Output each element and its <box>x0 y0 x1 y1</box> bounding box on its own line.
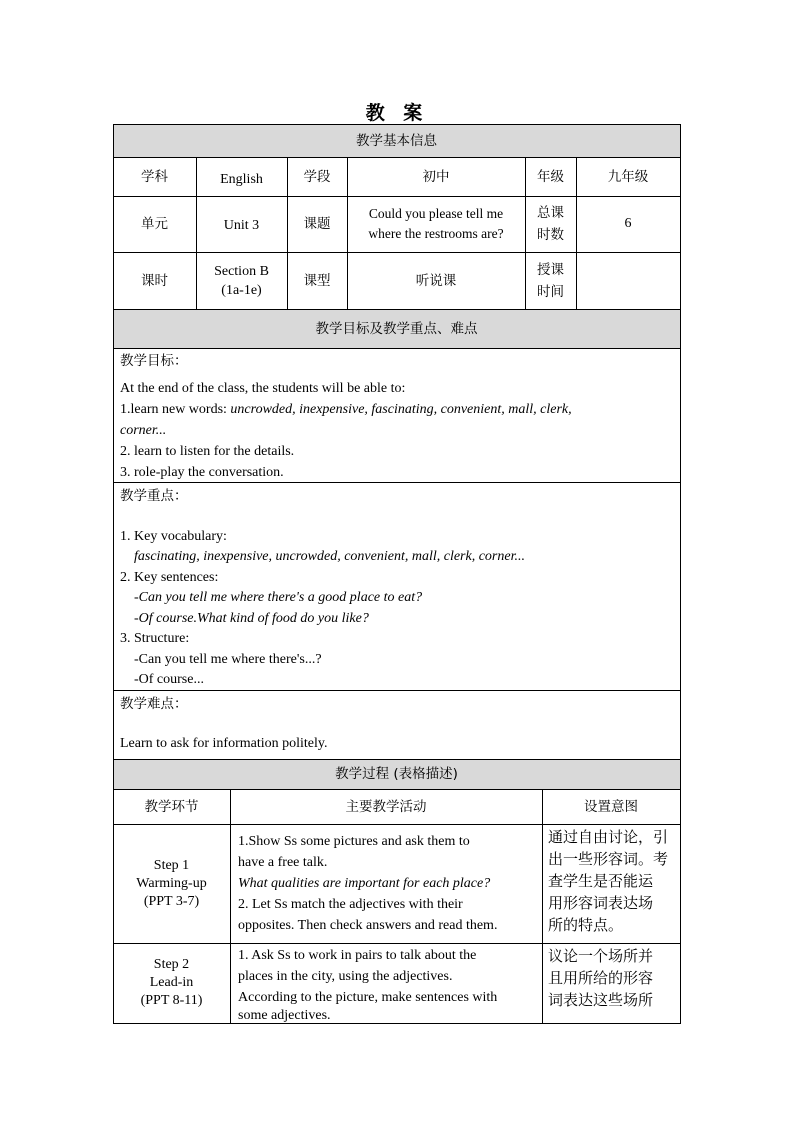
period-line-2: (1a-1e) <box>221 282 262 298</box>
key-points-line-8: -Of course... <box>134 672 204 687</box>
section-goals: 教学目标及教学重点、难点 <box>315 320 478 337</box>
difficulties-heading: 教学难点： <box>120 696 188 712</box>
stage-value: 初中 <box>422 168 450 185</box>
key-points-line-4: -Can you tell me where there's a good place to eat? <box>134 590 423 605</box>
step-1-ppt: (PPT 3-7) <box>143 893 200 909</box>
step-2-name: Step 2 <box>153 957 190 972</box>
objectives-line-1: At the end of the class, the students will be able to: <box>120 381 406 396</box>
objectives-line-3: corner... <box>120 423 167 438</box>
key-points-block <box>113 486 680 691</box>
difficulties-block <box>113 694 680 754</box>
step-1-intent: 通过自由讨论，引 出一些形容词。考 查学生是否能运 用形容词表达场 所的特点。 <box>548 828 669 934</box>
type-value: 听说课 <box>415 272 457 289</box>
period-line-1: Section B <box>214 263 269 279</box>
section-process: 教学过程 (表格描述) <box>335 766 458 782</box>
step-1-activity: 1.Show Ss some pictures and ask them to have a free talk. What qualities are important for each place? 2. Let Ss match the adjectives with their opposites. Then check answers and read them. <box>238 834 498 933</box>
topic-line-2: where the restrooms are? <box>368 226 504 241</box>
objectives-line-4: 2. learn to listen for the details. <box>120 444 295 459</box>
difficulties-line-1: Learn to ask for information politely. <box>120 736 328 751</box>
subject-value: English <box>220 171 263 187</box>
unit-label: 单元 <box>141 216 168 232</box>
key-points-line-3: 2. Key sentences: <box>120 569 219 585</box>
topic-label: 课题 <box>303 216 331 232</box>
key-points-line-5: -Of course.What kind of food do you like? <box>134 610 369 626</box>
teach-time-value <box>576 252 680 309</box>
period-label: 课时 <box>141 272 168 289</box>
key-points-line-2: fascinating, inexpensive, uncrowded, convenient, mall, clerk, corner... <box>134 549 525 564</box>
topic-value <box>347 196 525 252</box>
step-2-stage <box>113 943 230 1023</box>
key-points-line-7: -Can you tell me where there's...? <box>134 651 322 667</box>
process-header-activity: 主要教学活动 <box>345 798 427 815</box>
step-2-intent: 议论一个场所并 且用所给的形容 词表达这些场所 <box>548 947 654 1009</box>
topic-line-1: Could you please tell me <box>368 206 504 221</box>
total-value: 6 <box>624 216 632 231</box>
teach-time-label: 授课 时间 <box>537 261 564 300</box>
step-2-activity: 1. Ask Ss to work in pairs to talk about the places in the city, using the adjectives. According to the picture, make sentences with some adjectives. <box>238 948 498 1023</box>
period-value <box>196 252 287 309</box>
key-points-heading: 教学重点： <box>120 488 188 504</box>
objectives-block <box>113 351 680 483</box>
step-2-ppt: (PPT 8-11) <box>140 993 203 1008</box>
type-label: 课型 <box>303 272 331 289</box>
stage-label: 学段 <box>303 168 331 185</box>
section-basic-info: 教学基本信息 <box>356 132 437 149</box>
step-1-subtitle: Warming-up <box>136 875 207 891</box>
objectives-line-2: 1.learn new words: uncrowded, inexpensive, fascinating, convenient, mall, clerk, <box>120 402 572 417</box>
step-2-subtitle: Lead-in <box>149 975 194 990</box>
step-1-stage <box>113 824 230 943</box>
objectives-heading: 教学目标： <box>120 353 188 369</box>
subject-label: 学科 <box>141 168 168 185</box>
key-points-line-1: 1. Key vocabulary: <box>120 528 227 544</box>
process-header-stage: 教学环节 <box>144 798 199 815</box>
document-title: 教 案 <box>365 102 429 124</box>
grade-value: 九年级 <box>607 168 649 185</box>
grade-label: 年级 <box>537 168 564 185</box>
key-points-line-6: 3. Structure: <box>120 631 190 646</box>
objectives-line-5: 3. role-play the conversation. <box>120 465 284 480</box>
unit-value: Unit 3 <box>223 218 260 233</box>
process-header-intent: 设置意图 <box>584 798 638 815</box>
step-1-name: Step 1 <box>153 857 190 873</box>
total-label: 总课 时数 <box>537 205 564 243</box>
